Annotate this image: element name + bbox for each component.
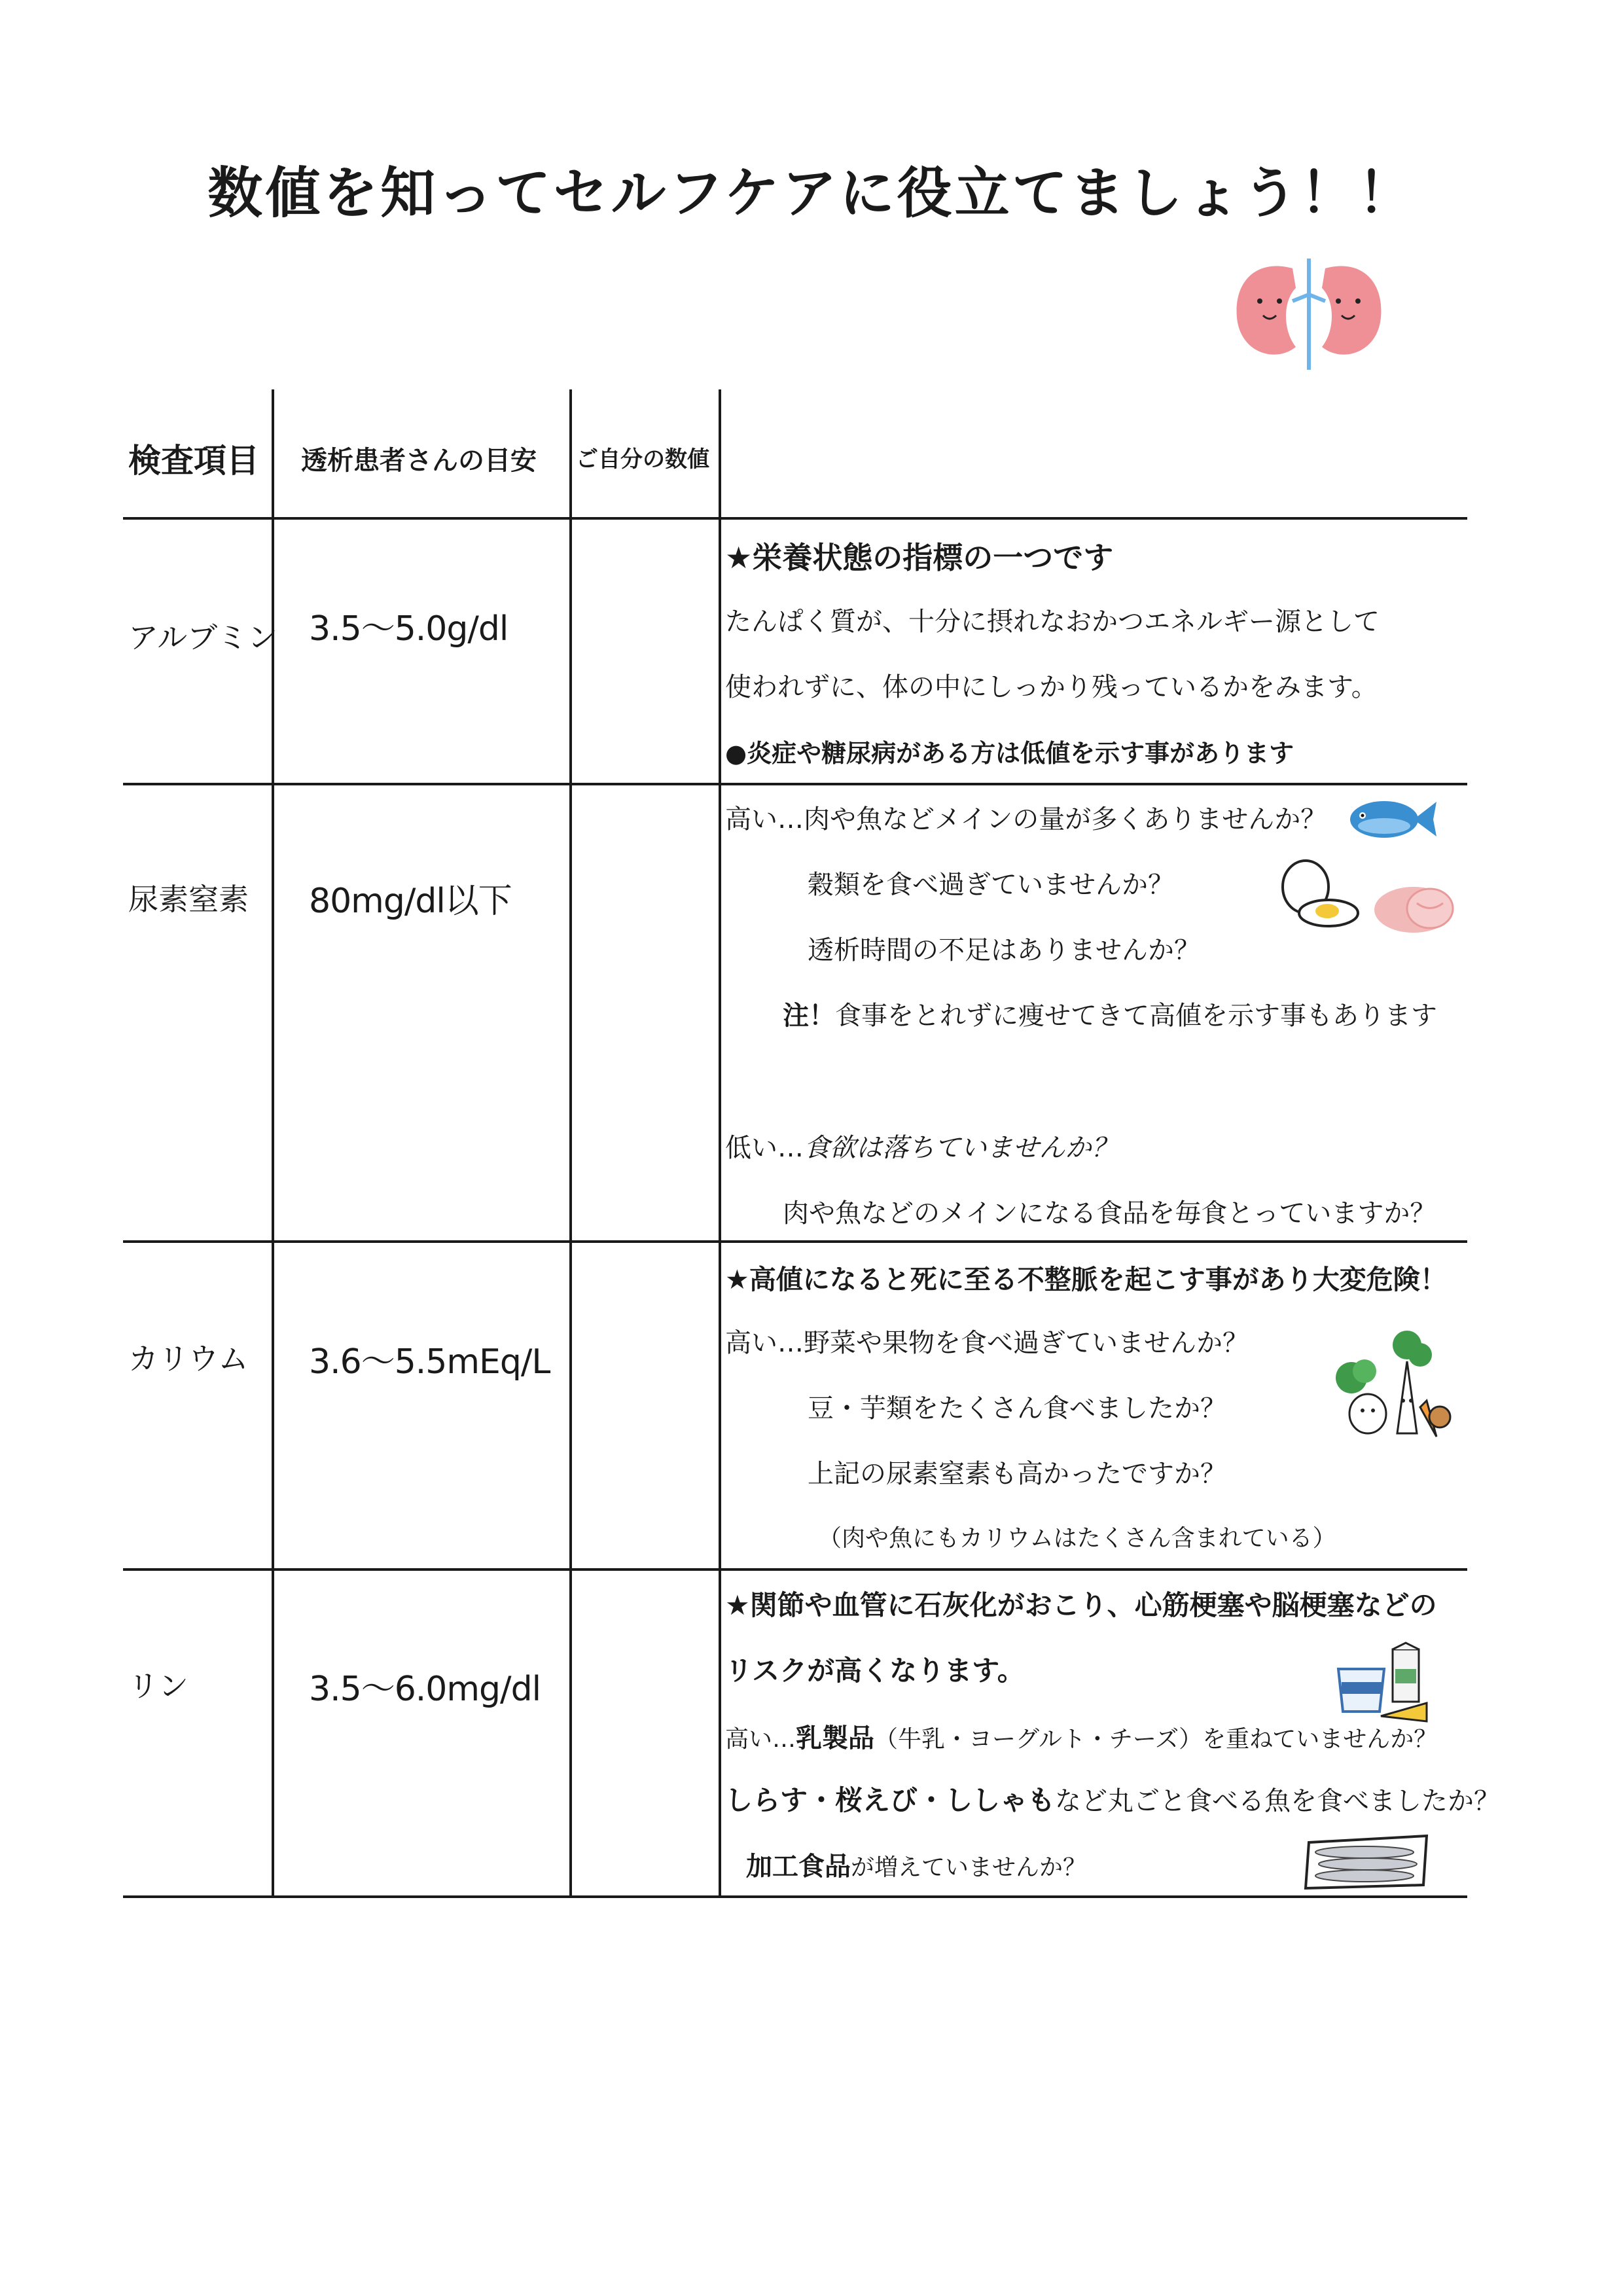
egg-icon <box>1276 857 1361 929</box>
sardines-icon <box>1302 1833 1433 1892</box>
fish-icon <box>1348 792 1440 844</box>
note-albumin-2: たんぱく質が、十分に摂れなおかつエネルギー源として <box>725 607 1380 637</box>
row-target-bun: 80mg/dl以下 <box>309 882 512 921</box>
own-value-albumin[interactable] <box>573 521 716 780</box>
row-item-potassium: カリウム <box>128 1341 249 1376</box>
table-rule-row1 <box>123 783 1467 785</box>
note-phosphorus-4 <box>725 1779 1500 1818</box>
note-phosphorus-2: リスクが高くなります。 <box>725 1655 1025 1687</box>
table-col-divider-2 <box>569 389 572 1898</box>
dairy-icon <box>1335 1643 1433 1728</box>
note-potassium-3: 豆・芋類をたくさん食べましたか？ <box>808 1393 1226 1424</box>
note-bun-3: 透析時間の不足はありませんか？ <box>808 935 1200 965</box>
note-potassium-5: （肉や魚にもカリウムはたくさん含まれている） <box>818 1525 1336 1552</box>
table-rule-row3 <box>123 1568 1467 1571</box>
note-bun-4 <box>783 995 1437 1032</box>
own-value-potassium[interactable] <box>573 1244 716 1565</box>
note-bun-5 <box>725 1127 1118 1164</box>
note-bun-6: 肉や魚などのメインになる食品を毎食とっていますか？ <box>783 1198 1436 1229</box>
note-bun-5-text: 食欲は落ちていませんか？ <box>804 1133 1118 1163</box>
row-item-bun: 尿素窒素 <box>128 882 249 917</box>
note-phosphorus-3 <box>725 1717 1437 1755</box>
row-target-albumin: 3.5〜5.0g/dl <box>309 609 508 649</box>
note-phosphorus-4-text: など丸ごと食べる魚を食べましたか？ <box>1055 1786 1501 1816</box>
row-item-albumin: アルブミン <box>128 620 278 655</box>
note-potassium-4: 上記の尿素窒素も高かったですか？ <box>808 1459 1226 1489</box>
note-bun-4-emphasis: 注！ <box>783 1001 835 1031</box>
note-phosphorus-3-emphasis: 乳製品 <box>796 1723 875 1753</box>
note-phosphorus-5-emphasis: 加工食品 <box>746 1852 851 1882</box>
page-title: 数値を知ってセルフケアに役立てましょう！！ <box>207 161 1416 225</box>
header-target: 透析患者さんの目安 <box>301 446 537 476</box>
table-rule-bottom <box>123 1895 1467 1898</box>
table-rule-header <box>123 517 1467 520</box>
note-phosphorus-3-label: 高い… <box>725 1726 796 1753</box>
meat-icon <box>1368 877 1466 942</box>
note-phosphorus-3-text: （牛乳・ヨーグルト・チーズ）を重ねていませんか？ <box>874 1726 1438 1753</box>
table-col-divider-3 <box>719 389 721 1898</box>
note-potassium-2: 高い…野菜や果物を食べ過ぎていませんか？ <box>725 1328 1249 1358</box>
row-item-phosphorus: リン <box>128 1668 188 1704</box>
note-bun-4-text: 食事をとれずに痩せてきて高値を示す事もあります <box>835 1001 1437 1031</box>
header-own-value: ご自分の数値 <box>576 446 709 473</box>
note-albumin-3: 使われずに、体の中にしっかり残っているかをみます。 <box>725 672 1378 702</box>
note-phosphorus-4-emphasis: しらす・桜えび・ししゃも <box>725 1784 1056 1816</box>
own-value-bun[interactable] <box>573 787 716 1237</box>
note-phosphorus-5 <box>746 1846 1086 1883</box>
note-albumin-1: ★栄養状態の指標の一つです <box>725 540 1114 575</box>
note-potassium-1: ★高値になると死に至る不整脈を起こす事があり大変危険！ <box>725 1264 1447 1295</box>
note-bun-2: 穀類を食べ過ぎていませんか？ <box>808 870 1174 900</box>
row-target-phosphorus: 3.5〜6.0mg/dl <box>309 1670 541 1709</box>
note-phosphorus-5-text: が増えていませんか？ <box>851 1854 1087 1881</box>
note-bun-1: 高い…肉や魚などメインの量が多くありませんか？ <box>725 804 1327 834</box>
row-target-potassium: 3.6〜5.5mEq/L <box>309 1342 550 1382</box>
vegetables-icon <box>1329 1329 1453 1446</box>
header-item: 検査項目 <box>128 442 259 480</box>
note-phosphorus-1: ★関節や血管に石灰化がおこり、心筋梗塞や脳梗塞などの <box>725 1589 1437 1621</box>
kidney-icon <box>1230 255 1387 373</box>
own-value-phosphorus[interactable] <box>573 1572 716 1893</box>
table-rule-row2 <box>123 1240 1467 1243</box>
note-bun-5-label: 低い… <box>725 1133 804 1163</box>
note-albumin-4: ●炎症や糖尿病がある方は低値を示す事があります <box>725 739 1294 768</box>
